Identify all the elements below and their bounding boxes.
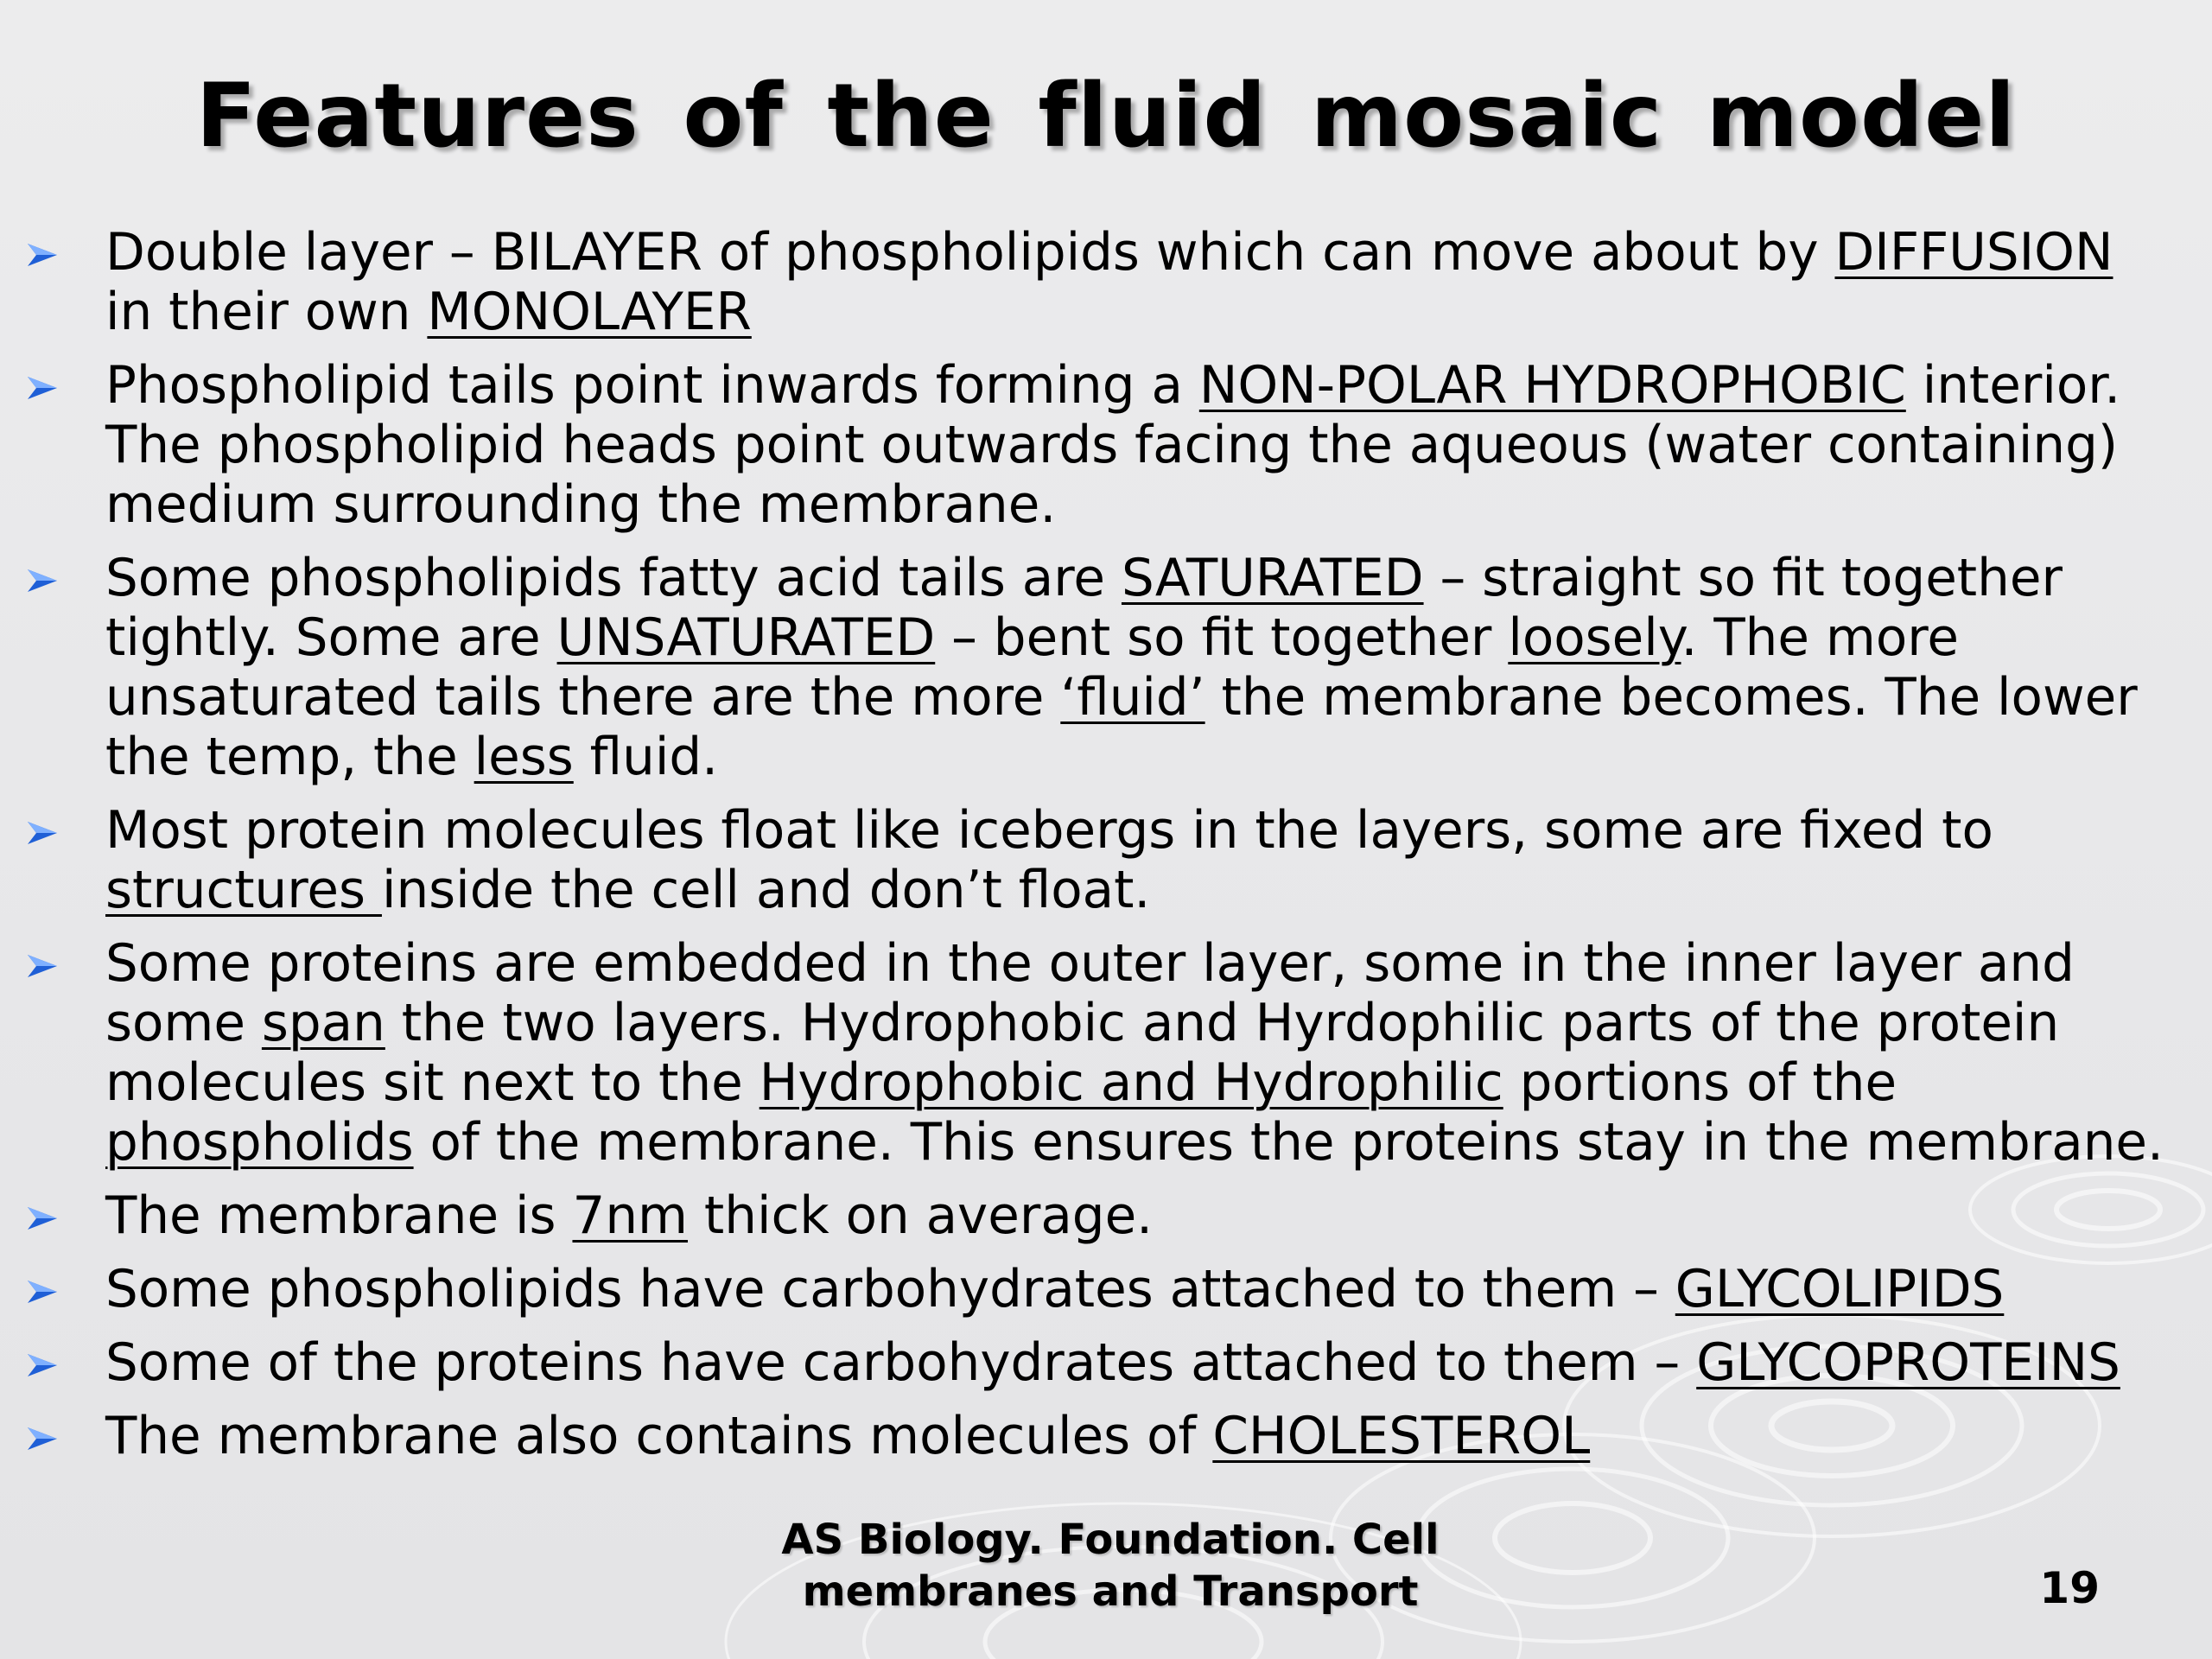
bullet-text: The membrane is — [105, 1186, 573, 1246]
bullet-line — [105, 608, 2203, 668]
bullet-text: tightly. Some are — [105, 608, 557, 668]
underlined-term: GLYCOPROTEINS — [1696, 1333, 2120, 1393]
bullet-text: thick on average. — [688, 1186, 1154, 1246]
bullet-text: interior. — [1905, 356, 2121, 416]
bullet-item — [0, 549, 2212, 787]
underlined-term: DIFFUSION — [1834, 223, 2113, 283]
slide-title: Features of the fluid mosaic model — [195, 65, 2017, 168]
bullet-line — [105, 1407, 2203, 1466]
arrowhead-bullet-icon — [26, 1426, 59, 1452]
bullet-line — [105, 475, 2203, 535]
underlined-term: CHOLESTEROL — [1212, 1407, 1591, 1466]
bullet-text: unsaturated tails there are the more — [105, 668, 1061, 728]
bullet-text: Some proteins are embedded in the outer layer, some in the inner layer and — [105, 934, 2075, 994]
bullet-item — [0, 356, 2212, 535]
underlined-term: ‘fluid’ — [1060, 668, 1205, 728]
underlined-term: less — [474, 728, 574, 787]
bullet-text: of the membrane. This ensures the proteins stay in the membrane. — [413, 1113, 2164, 1173]
bullet-line — [105, 549, 2203, 608]
underlined-term: loosely — [1508, 608, 1681, 668]
bullet-text: Some phospholipids have carbohydrates attached to them – — [105, 1260, 1675, 1319]
underlined-term: UNSATURATED — [556, 608, 936, 668]
underlined-term: 7nm — [572, 1186, 688, 1246]
bullet-line — [105, 728, 2203, 787]
arrowhead-bullet-icon — [26, 568, 59, 594]
underlined-term: phospholids — [105, 1113, 414, 1173]
bullet-line — [105, 668, 2203, 728]
bullet-text: . The more — [1681, 608, 1960, 668]
underlined-term: Hydrophobic and Hydrophilic — [759, 1053, 1503, 1113]
bullet-line — [105, 223, 2203, 283]
bullet-line — [105, 1053, 2203, 1113]
bullet-text: the temp, the — [105, 728, 474, 787]
bullet-line — [105, 416, 2203, 475]
bullet-text: portions of the — [1503, 1053, 1897, 1113]
underlined-term: structures — [105, 861, 382, 920]
bullet-text: Phospholipid tails point inwards forming a — [105, 356, 1199, 416]
bullet-line — [105, 801, 2203, 861]
bullet-item — [0, 1333, 2212, 1393]
underlined-term: span — [261, 994, 385, 1053]
bullet-text: – bent so fit together — [935, 608, 1509, 668]
bullet-text: the membrane becomes. The lower — [1205, 668, 2138, 728]
bullet-text: fluid. — [573, 728, 719, 787]
bullet-line — [105, 1113, 2203, 1173]
bullet-text: Most protein molecules float like icebergs in the layers, some are fixed to — [105, 801, 1993, 861]
arrowhead-bullet-icon — [26, 242, 59, 268]
bullet-item — [0, 1260, 2212, 1319]
bullet-item — [0, 223, 2212, 342]
arrowhead-bullet-icon — [26, 375, 59, 401]
page-number: 19 — [2039, 1563, 2100, 1613]
bullet-text: Double layer – BILAYER of phospholipids which can move about by — [105, 223, 1835, 283]
arrowhead-bullet-icon — [26, 1279, 59, 1305]
bullet-line — [105, 994, 2203, 1053]
footer-line-2: membranes and Transport — [802, 1567, 1419, 1616]
bullet-text: The membrane also contains molecules of — [105, 1407, 1213, 1466]
bullet-item — [0, 934, 2212, 1173]
slide-footer — [778, 1514, 1443, 1618]
bullet-line — [105, 283, 2203, 342]
arrowhead-bullet-icon — [26, 820, 59, 846]
bullet-text: – straight so fit together — [1423, 549, 2063, 608]
bullet-line — [105, 356, 2203, 416]
bullet-text: in their own — [105, 283, 428, 342]
bullet-list — [0, 223, 2212, 1480]
bullet-line — [105, 861, 2203, 920]
bullet-text: inside the cell and don’t float. — [381, 861, 1151, 920]
bullet-text: Some of the proteins have carbohydrates attached to them – — [105, 1333, 1697, 1393]
bullet-text: some — [105, 994, 262, 1053]
arrowhead-bullet-icon — [26, 1352, 59, 1378]
bullet-line — [105, 1186, 2203, 1246]
underlined-term: MONOLAYER — [427, 283, 752, 342]
arrowhead-bullet-icon — [26, 953, 59, 979]
bullet-item — [0, 1186, 2212, 1246]
footer-line-1: AS Biology. Foundation. Cell — [781, 1516, 1440, 1564]
bullet-line — [105, 934, 2203, 994]
bullet-text: the two layers. Hydrophobic and Hyrdophilic parts of the protein — [385, 994, 2060, 1053]
bullet-line — [105, 1260, 2203, 1319]
underlined-term: SATURATED — [1121, 549, 1424, 608]
underlined-term: NON-POLAR HYDROPHOBIC — [1198, 356, 1906, 416]
underlined-term: GLYCOLIPIDS — [1675, 1260, 2005, 1319]
arrowhead-bullet-icon — [26, 1205, 59, 1231]
bullet-text: The phospholipid heads point outwards facing the aqueous (water containing) — [105, 416, 2119, 475]
bullet-item — [0, 801, 2212, 920]
bullet-item — [0, 1407, 2212, 1466]
bullet-text: medium surrounding the membrane. — [105, 475, 1057, 535]
bullet-line — [105, 1333, 2203, 1393]
bullet-text: molecules sit next to the — [105, 1053, 760, 1113]
bullet-text: Some phospholipids fatty acid tails are — [105, 549, 1122, 608]
